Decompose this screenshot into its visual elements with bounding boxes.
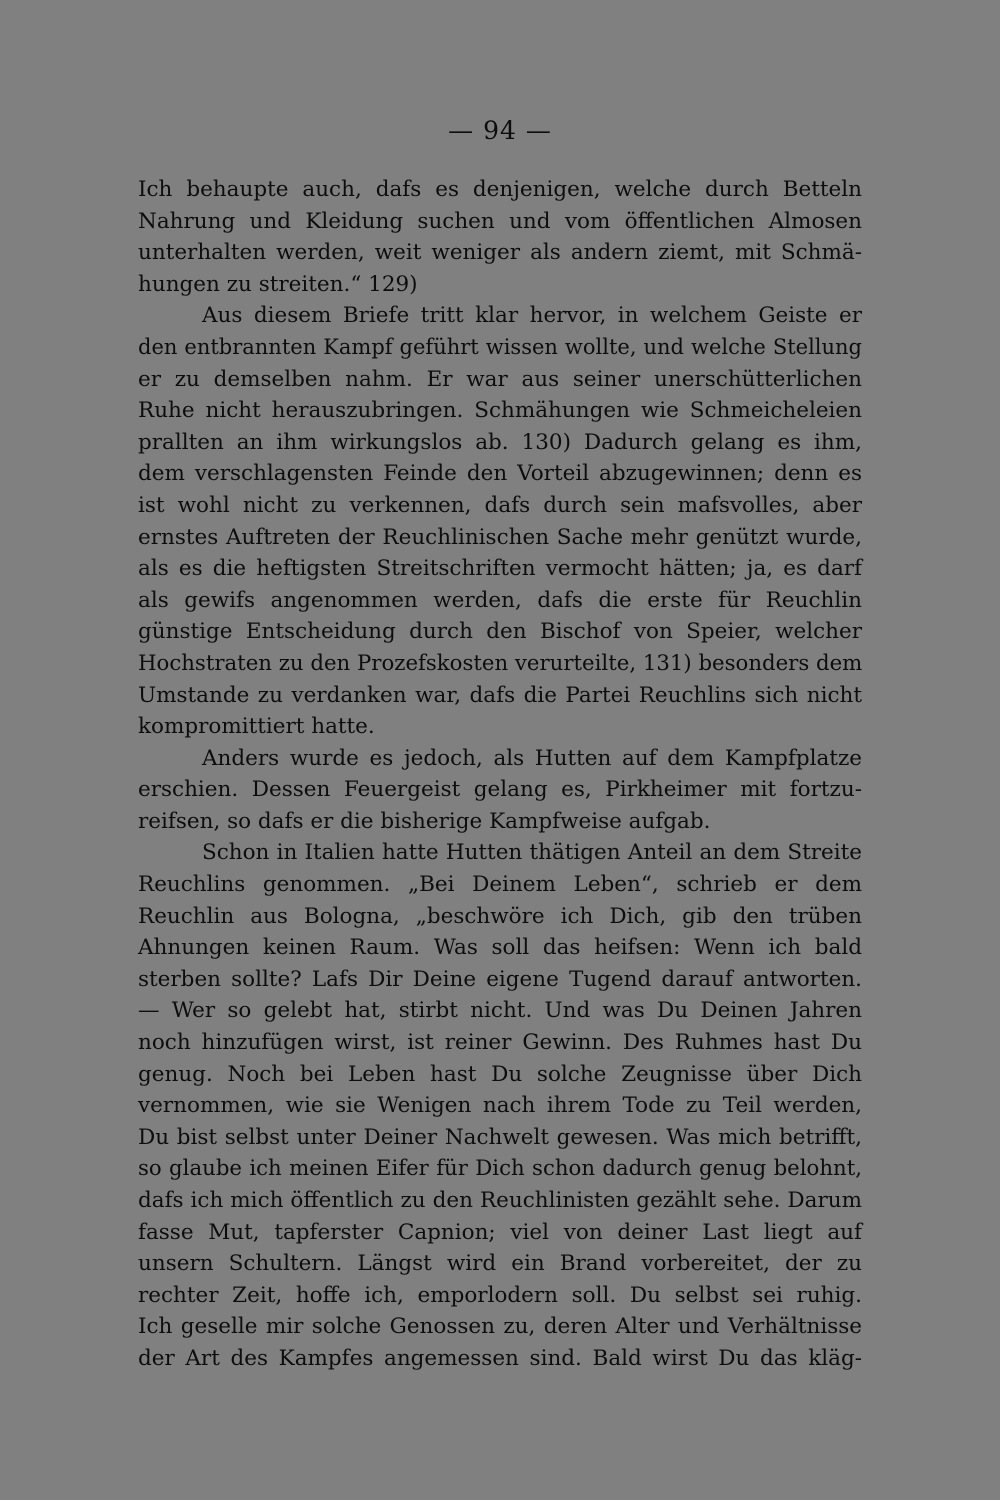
text-line: vernommen, wie sie Wenigen nach ihrem Tode zu Teil werden, xyxy=(138,1093,862,1119)
text-line: Nahrung und Kleidung suchen und vom öffentlichen Almosen xyxy=(138,208,862,234)
text-line: Ruhe nicht herauszubringen. Schmähungen wie Schmeicheleien xyxy=(138,398,862,424)
text-line: unsern Schultern. Längst wird ein Brand vorbereitet, der zu xyxy=(138,1251,862,1277)
text-line: unterhalten werden, weit weniger als andern ziemt, mit Schmä- xyxy=(138,240,862,266)
text-line: den entbrannten Kampf geführt wissen wollte, und welche Stellung xyxy=(138,334,862,359)
text-line: Reuchlins genommen. „Bei Deinem Leben“, schrieb er dem xyxy=(138,872,862,898)
text-line: Ich geselle mir solche Genossen zu, deren Alter und Verhältnisse xyxy=(138,1314,862,1340)
text-line: als es die heftigsten Streitschriften vermocht hätten; ja, es darf xyxy=(138,556,862,582)
text-line: er zu demselben nahm. Er war aus seiner unerschütterlichen xyxy=(138,366,862,392)
text-line: reifsen, so dafs er die bisherige Kampfweise aufgab. xyxy=(138,808,711,834)
text-line: Reuchlin aus Bologna, „beschwöre ich Dich, gib den trüben xyxy=(138,903,862,929)
text-line: Du bist selbst unter Deiner Nachwelt gewesen. Was mich betrifft, xyxy=(138,1124,862,1150)
text-line: Aus diesem Briefe tritt klar hervor, in welchem Geiste er xyxy=(202,303,862,329)
text-line: dem verschlagensten Feinde den Vorteil abzugewinnen; denn es xyxy=(138,461,862,487)
page-number: — 94 — xyxy=(448,116,552,145)
text-line: prallten an ihm wirkungslos ab. 130) Dadurch gelang es ihm, xyxy=(138,429,862,455)
text-line: Anders wurde es jedoch, als Hutten auf dem Kampfplatze xyxy=(202,745,862,771)
text-line: Umstande zu verdanken war, dafs die Partei Reuchlins sich nicht xyxy=(138,682,862,708)
text-line: kompromittiert hatte. xyxy=(138,714,375,740)
text-line: erschien. Dessen Feuergeist gelang es, Pirkheimer mit fortzu- xyxy=(138,777,862,803)
text-line: genug. Noch bei Leben hast Du solche Zeugnisse über Dich xyxy=(138,1061,862,1087)
text-line: Ahnungen keinen Raum. Was soll das heifsen: Wenn ich bald xyxy=(138,935,862,961)
text-line: dafs ich mich öffentlich zu den Reuchlinisten gezählt sehe. Darum xyxy=(138,1188,862,1213)
text-line: ist wohl nicht zu verkennen, dafs durch sein mafsvolles, aber xyxy=(138,492,862,518)
text-line: rechter Zeit, hoffe ich, emporlodern soll. Du selbst sei ruhig. xyxy=(138,1282,862,1308)
text-line: hungen zu streiten.“ 129) xyxy=(138,271,418,297)
text-line: ernstes Auftreten der Reuchlinischen Sache mehr genützt wurde, xyxy=(138,524,862,550)
text-line: Ich behaupte auch, dafs es denjenigen, welche durch Betteln xyxy=(138,177,862,202)
text-line: als gewifs angenommen werden, dafs die erste für Reuchlin xyxy=(138,587,862,613)
body-text xyxy=(138,174,862,1375)
text-line: so glaube ich meinen Eifer für Dich schon dadurch genug belohnt, xyxy=(138,1156,862,1182)
text-line: Schon in Italien hatte Hutten thätigen Anteil an dem Streite xyxy=(202,840,862,866)
text-line: günstige Entscheidung durch den Bischof von Speier, welcher xyxy=(138,619,862,645)
text-line: sterben sollte? Lafs Dir Deine eigene Tugend darauf antworten. xyxy=(138,966,862,992)
text-line: der Art des Kampfes angemessen sind. Bald wirst Du das kläg- xyxy=(138,1345,862,1371)
text-line: — Wer so gelebt hat, stirbt nicht. Und was Du Deinen Jahren xyxy=(138,998,862,1024)
text-line: noch hinzufügen wirst, ist reiner Gewinn. Des Ruhmes hast Du xyxy=(138,1030,862,1056)
text-line: Hochstraten zu den Prozefskosten verurteilte, 131) besonders dem xyxy=(138,650,863,676)
text-line: fasse Mut, tapferster Capnion; viel von deiner Last liegt auf xyxy=(138,1219,862,1245)
